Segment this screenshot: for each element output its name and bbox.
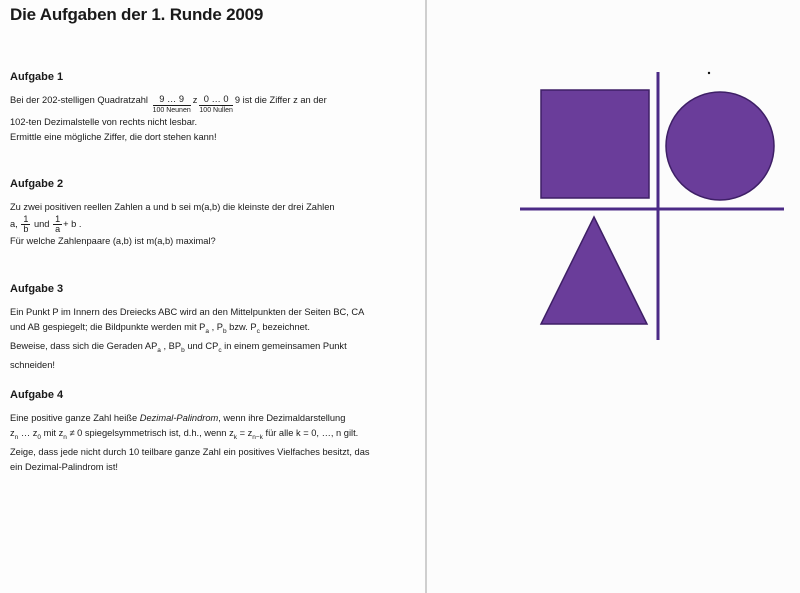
t3-l3d: in einem gemeinsamen Punkt <box>224 340 347 351</box>
word-und: und <box>33 218 50 229</box>
term-plus-b: + b . <box>63 218 82 229</box>
sub-c2: c <box>218 346 222 354</box>
t4-l2e: = z <box>239 428 253 438</box>
task-1-post: ist die Ziffer z an der <box>242 95 327 105</box>
sub-k: k <box>233 433 237 441</box>
sub-n2: n <box>63 433 67 441</box>
task-3-line-4: schneiden! <box>10 359 55 370</box>
t3-l3c: und CP <box>187 340 219 351</box>
t4-l2d: ≠ 0 spiegelsymmetrisch ist, d.h., wenn z <box>69 428 234 438</box>
task-3-line-1: Ein Punkt P im Innern des Dreiecks ABC wird an den Mittelpunkten der Seiten BC, CA <box>10 307 365 317</box>
t4-l2f: für alle k = 0, …, n gilt. <box>265 428 359 438</box>
t3-l2c: bzw. P <box>229 322 257 332</box>
task-4-line-4: ein Dezimal-Palindrom ist! <box>10 461 118 472</box>
task-2-line-3: Für welche Zahlenpaare (a,b) ist m(a,b) maximal? <box>10 236 216 246</box>
t4-l1b: , wenn ihre Dezimaldarstellung <box>218 413 346 423</box>
task-1-heading: Aufgabe 1 <box>10 71 64 83</box>
purple-triangle <box>541 217 647 324</box>
digit-tail: 9 <box>234 95 241 105</box>
task-1-line-3: Ermittle eine mögliche Ziffer, die dort stehen kann! <box>10 132 217 142</box>
frac2-denominator: a <box>55 224 61 234</box>
task-1-pre: Bei der 202-stelligen Quadratzahl <box>10 95 148 105</box>
task-2-heading: Aufgabe 2 <box>10 178 64 190</box>
zeros-digits: 0 … 0 <box>199 93 232 106</box>
task-4-heading: Aufgabe 4 <box>10 389 64 401</box>
frac1-denominator: b <box>23 224 29 234</box>
sub-0: 0 <box>37 433 42 441</box>
t3-l3a: Beweise, dass sich die Geraden AP <box>10 340 158 351</box>
sub-n-minus-k: n−k <box>252 433 263 441</box>
t3-l2b: , P <box>211 322 223 332</box>
frac1-numerator: 1 <box>23 214 29 224</box>
sub-c: c <box>256 327 260 335</box>
digit-z: z <box>192 95 198 105</box>
nines-digits: 9 … 9 <box>153 93 191 106</box>
sub-b2: b <box>181 346 185 354</box>
zeros-caption: 100 Nullen <box>199 107 233 114</box>
t4-z: z <box>10 428 15 438</box>
purple-square <box>541 90 649 198</box>
t4-term-palindrom: Dezimal-Palindrom <box>139 413 219 423</box>
term-a: a, <box>10 218 18 229</box>
t4-l2c: mit z <box>43 428 64 438</box>
task-1-line-2: 102-ten Dezimalstelle von rechts nicht lesbar. <box>10 117 198 127</box>
sub-n: n <box>14 433 19 441</box>
frac2-numerator: 1 <box>55 214 61 224</box>
nines-caption: 100 Neunen <box>152 107 191 114</box>
purple-circle <box>666 92 774 200</box>
t3-l3b: , BP <box>163 340 182 351</box>
sub-b: b <box>222 327 227 335</box>
sub-a: a <box>205 327 209 335</box>
task-4-line-3: Zeige, dass jede nicht durch 10 teilbare ganze Zahl ein positives Vielfaches besitzt, das <box>10 446 370 457</box>
t3-l2a: und AB gespiegelt; die Bildpunkte werden mit P <box>10 322 206 332</box>
t4-l1a: Eine positive ganze Zahl heiße <box>10 413 138 423</box>
small-dot <box>708 72 710 74</box>
sub-a2: a <box>157 346 161 354</box>
t3-l2d: bezeichnet. <box>262 322 310 332</box>
page-title: Die Aufgaben der 1. Runde 2009 <box>10 5 264 24</box>
t4-l2b: … z <box>20 428 38 438</box>
task-2-line-1: Zu zwei positiven reellen Zahlen a und b sei m(a,b) die kleinste der drei Zahlen <box>10 202 335 212</box>
task-3-heading: Aufgabe 3 <box>10 283 64 295</box>
